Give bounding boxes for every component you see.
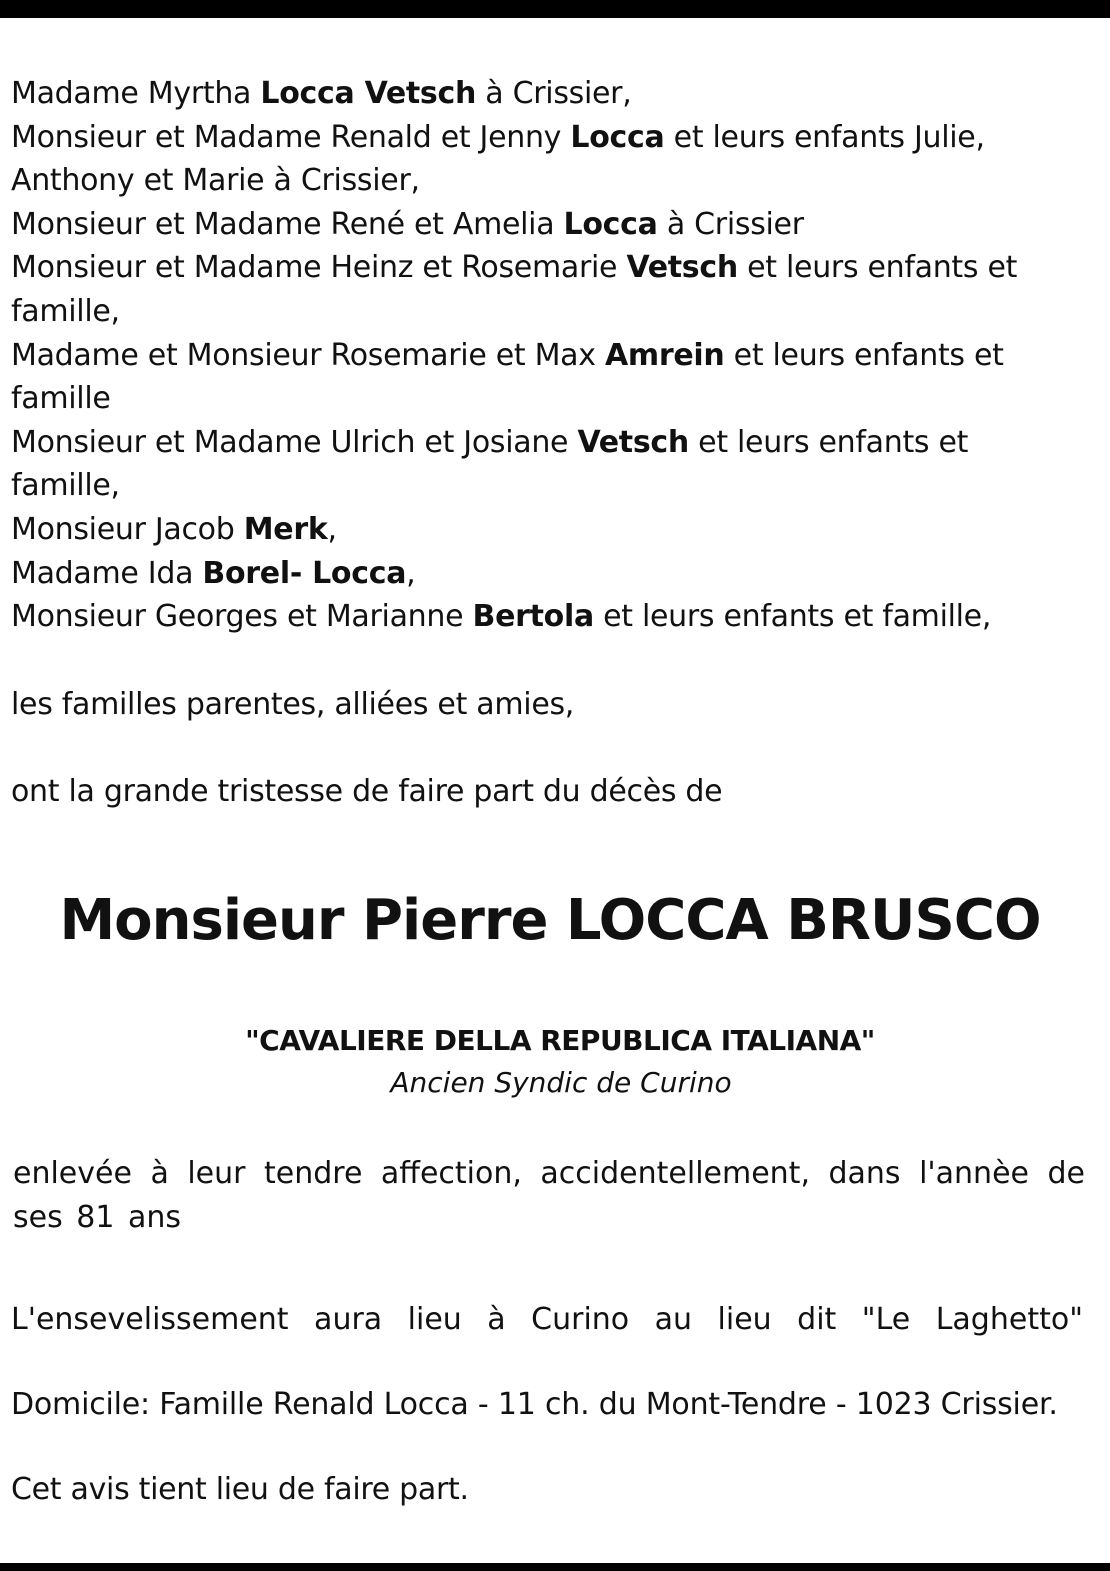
family-line: Madame Myrtha Locca Vetsch à Crissier, [11, 76, 632, 111]
former-role: Ancien Syndic de Curino [390, 1066, 732, 1099]
family-line: Monsieur et Madame René et Amelia Locca à Crissier [11, 206, 804, 242]
family-line: Madame Ida Borel- Locca, [11, 555, 416, 591]
family-surname: Vetsch [577, 424, 689, 460]
family-line: Monsieur et Madame Ulrich et Josiane Vetsch et leurs enfants et [11, 424, 969, 460]
domicile-address: Domicile: Famille Renald Locca - 11 ch. du Mont-Tendre - 1023 Crissier. [11, 1387, 1058, 1422]
family-list [11, 72, 1101, 639]
top-border-rule [0, 0, 1110, 18]
family-line: famille, [11, 468, 120, 504]
family-line: Monsieur Georges et Marianne Bertola et leurs enfants et famille, [11, 599, 992, 635]
bottom-border-rule [0, 1563, 1110, 1571]
family-line: famille [11, 381, 111, 417]
family-surname: Bertola [472, 599, 594, 635]
family-line: Madame et Monsieur Rosemarie et Max Amrein et leurs enfants et [11, 337, 1004, 373]
honorific-title: "CAVALIERE DELLA REPUBLICA ITALIANA" [245, 1024, 875, 1057]
death-notice-text: enlevée à leur tendre affection, accidentellement, dans l'annèe de ses 81 ans [13, 1156, 1085, 1235]
burial-info: L'ensevelissement aura lieu à Curino au lieu dit "Le Laghetto" [11, 1302, 1083, 1337]
relatives-line: les familles parentes, alliées et amies, [11, 687, 575, 722]
family-surname: Locca Vetsch [260, 76, 477, 111]
family-line: Monsieur et Madame Heinz et Rosemarie Vetsch et leurs enfants et [11, 250, 1018, 286]
family-line: Monsieur Jacob Merk, [11, 511, 337, 547]
family-line: famille, [11, 293, 120, 329]
family-surname: Amrein [604, 337, 725, 373]
family-surname: Borel- Locca [202, 555, 407, 591]
family-line: Monsieur et Madame Renald et Jenny Locca et leurs enfants Julie, [11, 119, 985, 155]
closing-note: Cet avis tient lieu de faire part. [11, 1472, 469, 1507]
announcement-intro: ont la grande tristesse de faire part du décès de [11, 774, 723, 809]
family-surname: Vetsch [626, 250, 738, 286]
family-surname: Locca [563, 206, 658, 242]
deceased-name: Monsieur Pierre LOCCA BRUSCO [59, 888, 1041, 953]
family-line: Anthony et Marie à Crissier, [11, 163, 420, 199]
family-surname: Merk [243, 511, 328, 547]
family-surname: Locca [570, 119, 665, 155]
